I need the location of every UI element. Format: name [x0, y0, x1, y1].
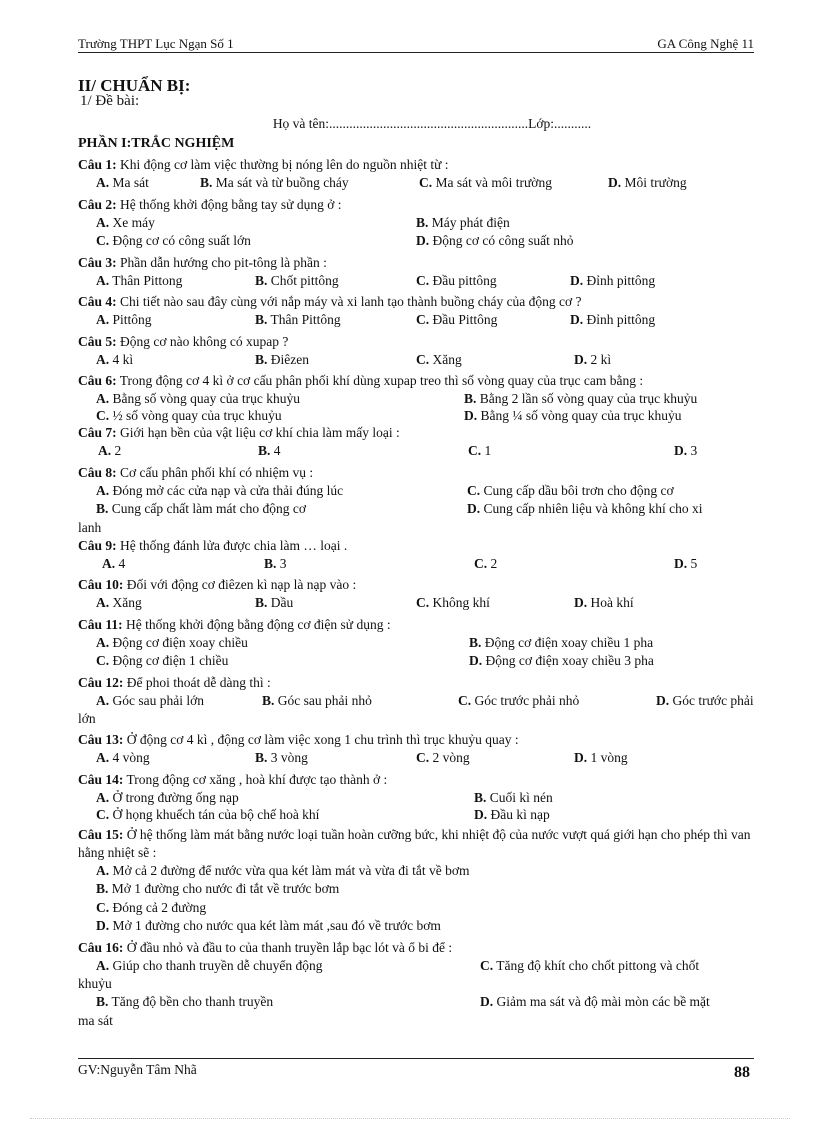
option-a: A. Bằng số vòng quay của trục khuỷu [96, 391, 300, 406]
page-edge-divider [30, 1118, 790, 1119]
question-stem: Câu 15: Ở hệ thống làm mát bằng nước loại tuần hoàn cưỡng bức, khi nhiệt độ của nước vượt quá giới hạn cho phép thì van hằng nhiệt sẽ : [78, 826, 751, 860]
options-row [78, 174, 774, 193]
option-a: A. 4 vòng [96, 750, 150, 765]
option-b: B. Máy phát điện [416, 214, 510, 230]
options-row [78, 594, 774, 613]
option-b: B. Chốt pittông [255, 272, 339, 288]
option-c: C. Đầu pittông [416, 272, 497, 288]
page-number: 88 [734, 1064, 750, 1081]
option-d: D. Hoà khí [574, 595, 634, 610]
option-a: A. Động cơ điện xoay chiều [96, 634, 248, 650]
option-d: D. 5 [674, 555, 698, 571]
option-c: C. Ở họng khuếch tán của bộ chế hoà khí [96, 806, 320, 822]
option-wrap: lanh [78, 519, 102, 535]
options-row [78, 311, 774, 330]
option-c: C. Đóng cả 2 đường [96, 899, 207, 915]
options-row [78, 789, 774, 806]
question-12 [78, 674, 774, 729]
option-d: D. Động cơ điện xoay chiều 3 pha [469, 653, 654, 668]
question-13 [78, 731, 774, 768]
option-b: B. Ma sát và từ buồng cháy [200, 175, 349, 190]
subsection-title: 1/ Đề bài: [80, 93, 140, 109]
option-a: A. 4 kì [96, 351, 134, 367]
option-c: C. Ma sát và môi trường [419, 175, 552, 190]
option-wrap: lớn [78, 711, 96, 726]
options-row [78, 351, 774, 370]
option-b: B. Tăng độ bền cho thanh truyền [96, 994, 274, 1009]
options-row [78, 500, 774, 519]
option-d: D. 2 kì [574, 351, 612, 367]
question-5 [78, 333, 774, 370]
question-stem: Câu 5: Động cơ nào không có xupap ? [78, 333, 289, 349]
option-d: D. Mở 1 đường cho nước qua két làm mát ,sau đó về trước bơm [96, 918, 441, 933]
option-c: C. Góc trước phải nhỏ [458, 692, 580, 708]
option-c: C. 1 [468, 443, 492, 458]
option-d: D. 1 vòng [574, 750, 628, 765]
question-stem: Câu 7: Giới hạn bền của vật liệu cơ khí chia làm mấy loại : [78, 425, 400, 440]
options-row [78, 390, 774, 407]
option-a: A. Ma sát [96, 175, 149, 190]
question-stem: Câu 12: Để phoi thoát dễ dàng thì : [78, 674, 271, 690]
question-stem: Câu 13: Ở động cơ 4 kì , động cơ làm việc xong 1 chu trình thì trục khuỷu quay : [78, 732, 519, 747]
option-d: D. Đỉnh pittông [570, 272, 656, 288]
header-subject: GA Công Nghệ 11 [657, 36, 754, 51]
option-a: A. Xe máy [96, 214, 155, 230]
footer-teacher: GV:Nguyễn Tâm Nhã [78, 1062, 197, 1077]
options-row [78, 482, 774, 501]
section-title: II/ CHUẨN BỊ: [78, 76, 191, 95]
question-stem: Câu 8: Cơ cấu phân phối khí có nhiệm vụ : [78, 464, 314, 480]
question-8 [78, 464, 774, 537]
part-title: PHẦN I:TRẮC NGHIỆM [78, 136, 235, 151]
question-stem: Câu 14: Trong động cơ xăng , hoà khí được tạo thành ở : [78, 771, 388, 787]
question-4 [78, 293, 774, 330]
option-wrap: ma sát [78, 1012, 113, 1028]
option-d: D. Môi trường [608, 175, 687, 190]
options-row [78, 749, 774, 768]
options-row [78, 232, 774, 251]
option-d: D. Bằng ¼ số vòng quay của trục khuỷu [464, 408, 682, 423]
header-school: Trường THPT Lục Ngạn Số 1 [78, 36, 234, 51]
option-b: B. Dầu [255, 595, 294, 610]
option-d: D. Đỉnh pittông [570, 312, 656, 327]
question-stem: Câu 4: Chi tiết nào sau đây cùng với nắp máy và xi lanh tạo thành buồng cháy của động cơ ? [78, 294, 582, 309]
option-a: A. Pittông [96, 312, 152, 327]
options-row [78, 555, 774, 574]
question-stem: Câu 2: Hệ thống khởi động bằng tay sử dụng ở : [78, 196, 342, 212]
options-row [78, 442, 774, 461]
option-b: B. Điêzen [255, 351, 309, 367]
option-c: C. Động cơ điện 1 chiều [96, 653, 229, 668]
option-a: A. Giúp cho thanh truyền dễ chuyển động [96, 957, 323, 973]
option-c: C. Cung cấp dầu bôi trơn cho động cơ [467, 482, 674, 498]
option-c: C. 2 vòng [416, 750, 470, 765]
option-a: A. 4 [102, 555, 126, 571]
question-11 [78, 616, 774, 671]
option-d: D. Đầu kì nạp [474, 806, 550, 822]
options-row [78, 272, 774, 291]
options-row [78, 692, 774, 711]
option-b: B. Thân Pittông [255, 312, 341, 327]
question-1 [78, 156, 774, 193]
question-10 [78, 576, 774, 613]
options-row [78, 407, 774, 424]
option-a: A. Góc sau phải lớn [96, 692, 204, 708]
option-c: C. Xăng [416, 351, 462, 367]
question-stem: Câu 10: Đối với động cơ điêzen kì nạp là nạp vào : [78, 577, 357, 592]
option-b: B. Góc sau phải nhỏ [262, 692, 372, 708]
question-stem: Câu 9: Hệ thống đánh lửa được chia làm … loại . [78, 537, 348, 553]
question-6 [78, 372, 774, 424]
option-b: B. Bằng 2 lần số vòng quay của trục khuỷu [464, 391, 698, 406]
option-b: B. Cung cấp chất làm mát cho động cơ [96, 501, 306, 516]
options-row [78, 652, 774, 671]
option-a: A. Thân Pittong [96, 272, 183, 288]
question-9 [78, 537, 774, 574]
option-c: C. 2 [474, 555, 498, 571]
option-a: A. 2 [98, 443, 122, 458]
options-row [78, 806, 774, 823]
question-2 [78, 196, 774, 251]
options-row [78, 957, 774, 976]
option-d: D. Động cơ có công suất nhỏ [416, 233, 574, 248]
option-c: C. Tăng độ khít cho chốt pittong và chốt [480, 957, 700, 973]
question-stem: Câu 11: Hệ thống khởi động bằng động cơ điện sử dụng : [78, 616, 391, 632]
student-name-line: Họ và tên:...........................................................Lớp:........... [272, 116, 592, 131]
page-footer [78, 1058, 754, 1081]
options-row [78, 634, 774, 653]
question-7 [78, 424, 774, 461]
question-stem: Câu 16: Ở đầu nhỏ và đầu to của thanh truyền lắp bạc lót và ổ bi để : [78, 939, 453, 955]
question-stem: Câu 6: Trong động cơ 4 kì ở cơ cấu phân phối khí dùng xupap treo thì số vòng quay của trục cam bằng : [78, 373, 644, 388]
option-c: C. Động cơ có công suất lớn [96, 233, 251, 248]
option-d: D. Giảm ma sát và độ mài mòn các bề mặt [480, 994, 710, 1009]
option-d: D. Góc trước phải [656, 692, 754, 708]
question-16 [78, 939, 774, 1030]
option-a: A. Ở trong đường ống nạp [96, 789, 239, 805]
options-row [78, 993, 774, 1012]
question-3 [78, 254, 774, 291]
option-b: B. Cuối kì nén [474, 789, 553, 805]
option-a: A. Đóng mở các cửa nạp và cửa thải đúng lúc [96, 482, 344, 498]
question-stem: Câu 1: Khi động cơ làm việc thường bị nóng lên do nguồn nhiệt từ : [78, 157, 449, 172]
option-c: C. Không khí [416, 595, 490, 610]
option-c: C. ½ số vòng quay của trục khuỷu [96, 408, 282, 423]
option-b: B. 3 vòng [255, 750, 308, 765]
question-stem: Câu 3: Phần dẫn hướng cho pit-tông là phần : [78, 254, 327, 270]
option-wrap: khuỷu [78, 976, 112, 991]
option-a: A. Xăng [96, 595, 142, 610]
option-b: B. Động cơ điện xoay chiều 1 pha [469, 634, 654, 650]
document-body [78, 78, 774, 1030]
option-d: D. 3 [674, 443, 698, 458]
option-b: B. Mở 1 đường cho nước đi tắt về trước bơm [96, 881, 340, 896]
option-b: B. 3 [264, 555, 287, 571]
option-a: A. Mở cả 2 đường để nước vừa qua két làm mát và vừa đi tắt về bơm [96, 862, 470, 878]
question-14 [78, 771, 774, 823]
question-15 [78, 826, 774, 936]
option-d: D. Cung cấp nhiên liệu và không khí cho xi [467, 501, 703, 516]
options-row [78, 214, 774, 233]
option-c: C. Đầu Pittông [416, 312, 498, 327]
option-b: B. 4 [258, 443, 281, 458]
page-header [78, 36, 754, 53]
